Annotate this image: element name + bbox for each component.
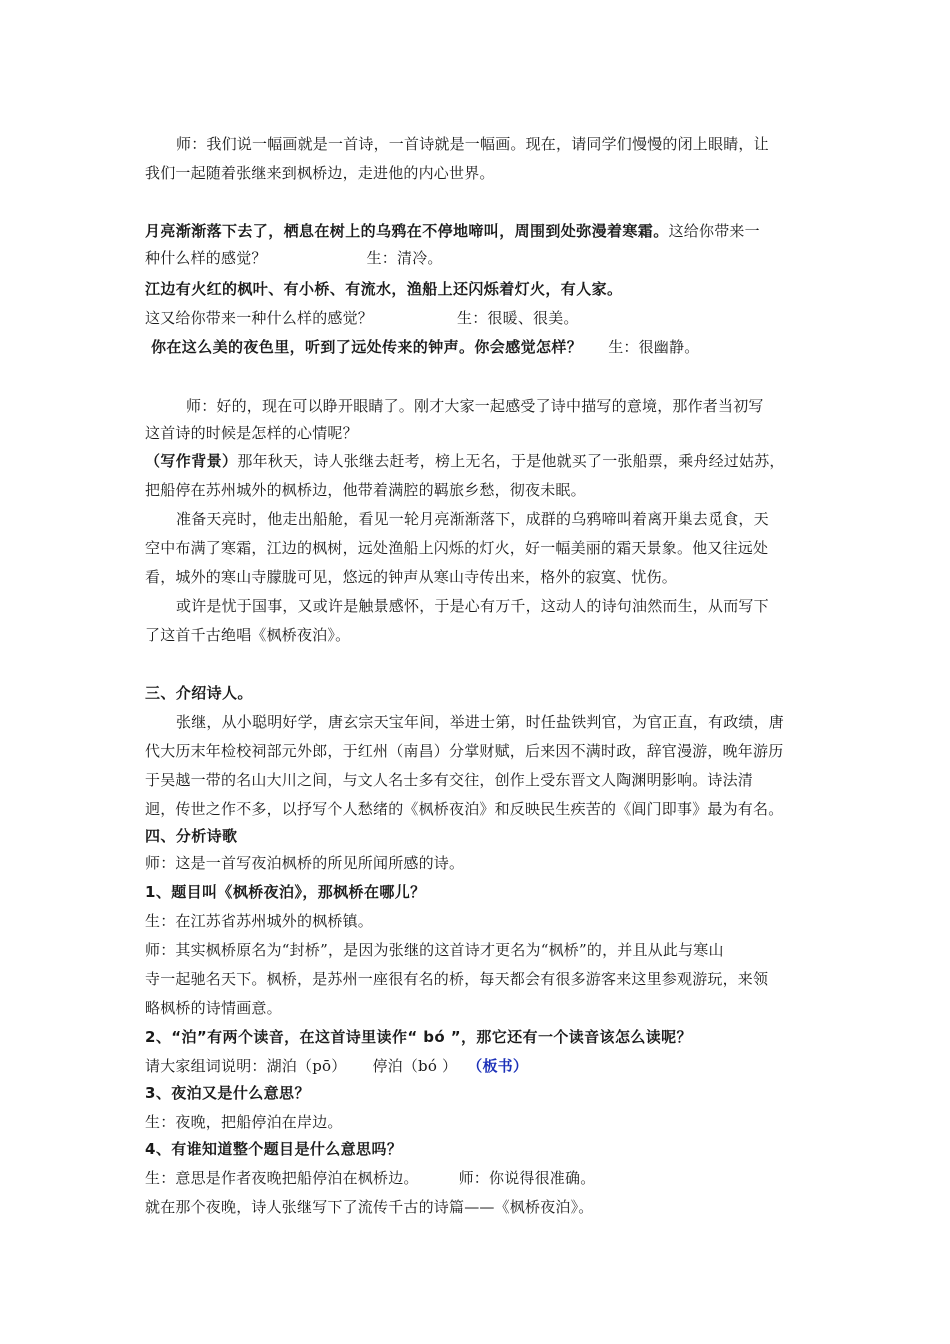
section-3-heading: 三、介绍诗人。 — [145, 684, 253, 702]
background-line-1: （写作背景）那年秋天，诗人张继去赶考，榜上无名，于是他就买了一张船票，乘舟经过姑苏， — [145, 452, 785, 470]
answer-1: 生：在江苏省苏州城外的枫桥镇。 — [145, 912, 374, 930]
imagery-line-5 — [151, 337, 816, 357]
teacher-intro-line-2: 我们一起随着张继来到枫桥边，走进他的内心世界。 — [145, 164, 495, 182]
background-line-2: 把船停在苏州城外的枫桥边，他带着满腔的羁旅乡愁，彻夜未眠。 — [145, 481, 586, 499]
poet-bio-line-1: 张继，从小聪明好学，唐玄宗天宝年间，举进士第，时任盐铁判官，为官正直，有政绩，唐 — [176, 713, 785, 731]
teacher-note-line-3: 略枫桥的诗情画意。 — [145, 999, 282, 1017]
imagery-question-2: 这又给你带来一种什么样的感觉？ — [145, 309, 374, 327]
answer-2-part-1: 请大家组词说明：湖泊（pō） — [145, 1057, 347, 1075]
background-line-3: 准备天亮时，他走出船舱，看见一轮月亮渐渐落下，成群的乌鸦啼叫着离开巢去觅食，天 — [176, 510, 769, 528]
imagery-question-1a: 这给你带来一 — [668, 222, 760, 240]
question-1: 1、题目叫《枫桥夜泊》，那枫桥在哪儿？ — [145, 883, 426, 901]
poet-bio-line-4: 迥，传世之作不多，以抒写个人愁绪的《枫桥夜泊》和反映民生疾苦的《阊门即事》最为有名。 — [145, 800, 784, 818]
imagery-bold-2: 江边有火红的枫叶、有小桥、有流水，渔船上还闪烁着灯火，有人家。 — [145, 280, 623, 298]
student-answer-1: 生：清冷。 — [366, 249, 443, 267]
imagery-bold-1: 月亮渐渐落下去了，栖息在树上的乌鸦在不停地啼叫，周围到处弥漫着寒霜。 — [145, 222, 669, 240]
teacher-note-line-1: 师：其实枫桥原名为“封桥”，是因为张继的这首诗才更名为“枫桥”的，并且从此与寒山 — [145, 941, 724, 959]
question-3: 3、夜泊又是什么意思？ — [145, 1084, 310, 1102]
section-4-heading: 四、分析诗歌 — [145, 827, 238, 845]
imagery-line-2 — [145, 248, 810, 268]
question-2: 2、“泊”有两个读音，在这首诗里读作“ bó ”，那它还有一个读音该怎么读呢？ — [145, 1028, 692, 1046]
answer-2-line — [145, 1056, 810, 1076]
answer-2-part-2: 停泊（bó ） — [372, 1057, 458, 1075]
poet-bio-line-3: 于吴越一带的名山大川之间，与文人名士多有交往，创作上受东晋文人陶渊明影响。诗法清 — [145, 771, 754, 789]
imagery-line-4 — [145, 308, 810, 328]
background-line-7: 了这首千古绝唱《枫桥夜泊》。 — [145, 626, 351, 644]
question-4: 4、有谁知道整个题目是什么意思吗？ — [145, 1140, 403, 1158]
answer-4-line — [145, 1168, 810, 1188]
closing-line: 就在那个夜晚，诗人张继写下了流传千古的诗篇——《枫桥夜泊》。 — [145, 1198, 594, 1216]
background-line-6: 或许是忧于国事，又或许是触景感怀，于是心有万千，这动人的诗句油然而生，从而写下 — [176, 597, 769, 615]
answer-4-student: 生：意思是作者夜晚把船停泊在枫桥边。 — [145, 1169, 419, 1187]
student-answer-2: 生：很暖、很美。 — [457, 309, 579, 327]
imagery-bold-3: 你在这么美的夜色里，听到了远处传来的钟声。你会感觉怎样？ — [151, 338, 583, 356]
teacher-intro-line-1: 师：我们说一幅画就是一首诗，一首诗就是一幅画。现在，请同学们慢慢的闭上眼睛，让 — [176, 135, 769, 153]
poet-bio-line-2: 代大历末年检校祠部元外郎，于红州（南昌）分掌财赋，后来因不满时政，辞官漫游，晚年游历 — [145, 742, 784, 760]
student-answer-3: 生：很幽静。 — [608, 338, 700, 356]
background-tag: （写作背景） — [145, 452, 238, 470]
teacher-transition-line-2: 这首诗的时候是怎样的心情呢？ — [145, 424, 358, 442]
blackboard-note: （板书） — [467, 1057, 529, 1075]
imagery-line-1 — [145, 221, 810, 241]
teacher-note-line-2: 寺一起驰名天下。枫桥，是苏州一座很有名的桥，每天都会有很多游客来这里参观游玩，来领 — [145, 970, 769, 988]
background-line-4: 空中布满了寒霜，江边的枫树，远处渔船上闪烁的灯火，好一幅美丽的霜天景象。他又往远处 — [145, 539, 769, 557]
background-line-5: 看，城外的寒山寺朦胧可见，悠远的钟声从寒山寺传出来，格外的寂寞、忧伤。 — [145, 568, 678, 586]
imagery-question-1b: 种什么样的感觉？ — [145, 249, 267, 267]
answer-4-teacher: 师：你说得很准确。 — [458, 1169, 596, 1187]
analysis-intro: 师：这是一首写夜泊枫桥的所见所闻所感的诗。 — [145, 854, 465, 872]
teacher-transition-line-1: 师：好的，现在可以睁开眼睛了。刚才大家一起感受了诗中描写的意境，那作者当初写 — [186, 397, 764, 415]
answer-3: 生：夜晚，把船停泊在岸边。 — [145, 1113, 343, 1131]
